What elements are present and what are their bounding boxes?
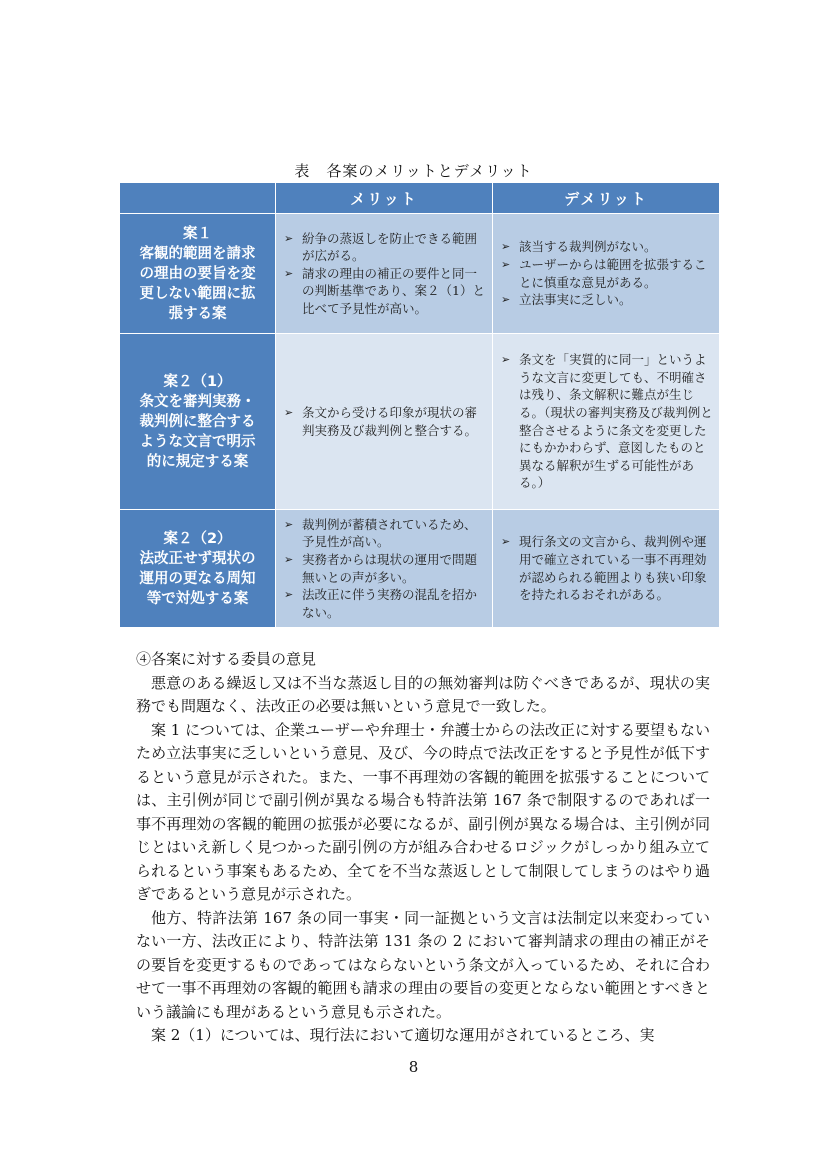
body-paragraph: 他方、特許法第 167 条の同一事実・同一証拠という文言は法制定以来変わっていない一方、法改正により、特許法第 131 条の 2 において審判請求の理由の補正がその要旨を変更するものであってはならないという条文が入っているため、それに合わせて一事不再理効の客観的範囲も請求の理由の要旨の変更とならない範囲とすべきという議論にも理があるという意見も示された。 [136,908,710,1021]
list-item: ➢ 条文から受ける印象が現状の審判実務及び裁判例と整合する。 [284,404,478,438]
table-row [120,510,720,628]
demerit-cell [493,214,720,334]
demerit-cell [493,334,720,510]
list-item: ➢ 該当する裁判例がない。 [501,239,657,255]
body-text [136,648,710,1048]
list-item: ➢ 実務者からは現状の運用で問題無いとの声が多い。 [284,551,478,585]
table-caption: 表 各案のメリットとデメリット [294,162,533,180]
list-item: ➢ 裁判例が蓄積されているため、予見性が高い。 [284,516,477,550]
bullet-arrow-icon: ➢ [284,231,294,245]
header-corner [120,183,276,214]
page-number: 8 [408,1058,419,1076]
row-title-line: 案２（1） [163,373,232,390]
row-title-line: 更しない範囲に拡 [139,285,256,302]
body-paragraph: 案 1 については、企業ユーザーや弁理士・弁護士からの法改正に対する要望もないため立法事実に乏しいという意見、及び、今の時点で法改正をすると予見性が低下するという意見が示された。また、一事不再理効の客観的範囲を拡張することについては、主引例が同じで副引例が異なる場合も特許法第 167 条で制限するのであれば一事不再理効の客観的範囲の拡張が必要になるが、副引例が異なる場合は、主引例が同じとはいえ新しく見つかった副引例の方が組み合わせるロジックがしっかり組み立てられるという事案もあるため、全てを不当な蒸返しとして制限してしまうのはやり過ぎであるという意見が示された。 [136,720,710,903]
row-header-plan1 [120,214,276,334]
demerit-cell [493,510,720,628]
row-title-line: 張する案 [168,305,227,322]
bullet-arrow-icon: ➢ [284,588,294,602]
list-item: ➢ ユーザーからは範囲を拡張することに慎重な意見がある。 [501,256,707,290]
table-row [120,214,720,334]
row-title-line: 条文を審判実務・ [139,393,256,410]
bullet-arrow-icon: ➢ [501,240,511,254]
bullet-arrow-icon: ➢ [501,293,511,307]
row-title-line: 案２（2） [163,530,232,547]
comparison-table [119,182,720,628]
list-item: ➢ 紛争の蒸返しを防止できる範囲が広がる。 [284,230,478,264]
row-title-line: ような文言で明示 [139,433,256,450]
bullet-arrow-icon: ➢ [501,535,511,549]
bullet-arrow-icon: ➢ [501,257,511,271]
row-title-line: 運用の更なる周知 [139,570,256,587]
bullet-arrow-icon: ➢ [284,405,294,419]
body-paragraph: 案 2（1）については、現行法において適切な運用がされているところ、実 [151,1026,655,1044]
bullet-arrow-icon: ➢ [284,552,294,566]
row-header-plan2-2 [120,510,276,628]
list-item: ➢ 法改正に伴う実務の混乱を招かない。 [284,587,478,620]
row-title-line: の理由の要旨を変 [139,265,256,282]
row-header-plan2-1 [120,334,276,510]
row-title-line: 客観的範囲を請求 [139,245,256,262]
bullet-arrow-icon: ➢ [284,266,294,280]
list-item: ➢ 現行条文の文言から、裁判例や運用で確立されている一事不再理効が認められる範囲よりも狭い印象を持たれるおそれがある。 [501,534,707,603]
table-row [120,334,720,510]
row-title-line: 法改正せず現状の [139,550,256,567]
header-demerit: デメリット [493,183,720,214]
row-title-line: 的に規定する案 [146,453,249,470]
list-item: ➢ 条文を「実質的に同一」というような文言に変更しても、不明確さは残り、条文解釈に難点が生じる。（現状の審判実務及び裁判例と整合させるように条文を変更したにもかかわらず、意図したものと異なる解釈が生ずる可能性がある。） [501,352,713,491]
body-paragraph: 悪意のある繰返し又は不当な蒸返し目的の無効審判は防ぐべきであるが、現状の実務でも問題なく、法改正の必要は無いという意見で一致した。 [136,673,710,715]
section-subheading: ④各案に対する委員の意見 [136,650,317,668]
merit-cell [276,334,493,510]
bullet-arrow-icon: ➢ [501,353,511,367]
row-title-line: 裁判例に整合する [139,413,256,430]
row-title-line: 案１ [183,225,212,242]
header-merit: メリット [276,183,493,214]
merit-cell [276,214,493,334]
list-item: ➢ 請求の理由の補正の要件と同一の判断基準であり、案２（1）と比べて予見性が高い。 [284,265,485,316]
list-item: ➢ 立法事実に乏しい。 [501,292,632,308]
row-title-line: 等で対処する案 [146,590,249,607]
bullet-arrow-icon: ➢ [284,517,294,531]
merit-cell [276,510,493,628]
